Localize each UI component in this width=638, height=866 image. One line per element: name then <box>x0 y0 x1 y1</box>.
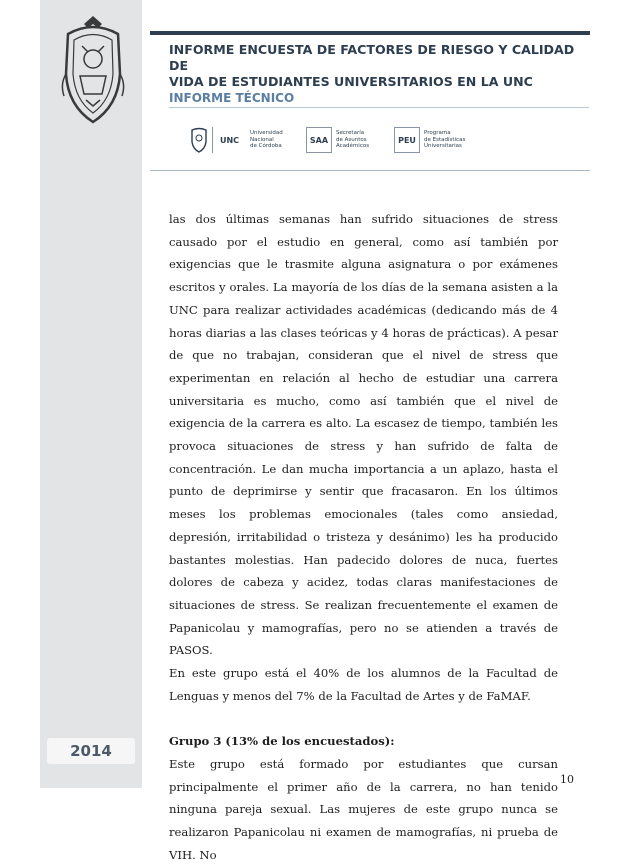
page-number: 10 <box>560 773 574 786</box>
unc-crest-icon <box>190 127 208 153</box>
paragraph-2: En este grupo está el 40% de los alumnos de la Facultad de Lenguas y menos del 7% de la Facultad de Artes y de FaMAF. <box>169 666 558 703</box>
section-heading: Grupo 3 (13% de los encuestados): <box>169 734 395 749</box>
report-subtitle: INFORME TÉCNICO <box>169 91 295 105</box>
saa-logo-abbr: SAA <box>306 127 332 153</box>
header-divider <box>150 170 590 171</box>
unc-logo-name: Universidad Nacional de Córdoba <box>250 130 283 150</box>
report-title-line1: INFORME ENCUESTA DE FACTORES DE RIESGO Y CALIDAD DE <box>169 42 575 73</box>
peu-logo-name: Programa de Estadísticas Universitarias <box>424 130 466 150</box>
paragraph-1: las dos últimas semanas han sufrido situaciones de stress causado por el estudio en general, como así también por exigencias que le trasmite alguna asignatura o por exámenes escritos y orales. La mayoría de los días de la semana asisten a la UNC para realizar actividades académicas (dedicando más de 4 horas diarias a las clases teóricas y 4 horas de prácticas). A pesar de que no trabajan, consideran que el nivel de stress que experimentan en relación al hecho de estudiar una carrera universitaria es mucho, como así también que el nivel de exigencia de la carrera es alto. La escasez de tiempo, también les provoca situaciones de stress y han sufrido de falta de concentración. Le dan mucha importancia a un aplazo, hasta el punto de deprimirse y sentir que fracasaron. En los últimos meses los problemas emocionales (tales como ansiedad, depresión, irritabilidad o tristeza y desánimo) les ha producido bastantes molestias. Han padecido dolores de nuca, fuertes dolores de cabeza y acidez, todas claras manifestaciones de situaciones de stress. Se realizan frecuentemente el examen de Papanicolau y mamografías, pero no se atienden a través de PASOS. <box>169 212 558 658</box>
unc-logo <box>190 126 283 154</box>
year-badge: 2014 <box>47 738 135 764</box>
divider <box>169 107 589 108</box>
title-bar <box>150 31 590 35</box>
peu-logo-abbr: PEU <box>394 127 420 153</box>
university-crest-icon <box>58 14 128 126</box>
unc-logo-abbr: UNC <box>212 127 246 153</box>
report-title-line2: VIDA DE ESTUDIANTES UNIVERSITARIOS EN LA UNC <box>169 74 533 89</box>
peu-logo <box>394 126 465 154</box>
paragraph-3: Este grupo está formado por estudiantes que cursan principalmente el primer año de la carrera, no han tenido ninguna pareja sexual. Las mujeres de este grupo nunca se realizaron Papanicolau ni examen de mamografías, ni prueba de VIH. No <box>169 756 558 862</box>
saa-logo-name: Secretaría de Asuntos Académicos <box>336 130 370 150</box>
saa-logo <box>306 126 369 154</box>
report-title <box>169 42 589 90</box>
body-text <box>169 208 558 866</box>
